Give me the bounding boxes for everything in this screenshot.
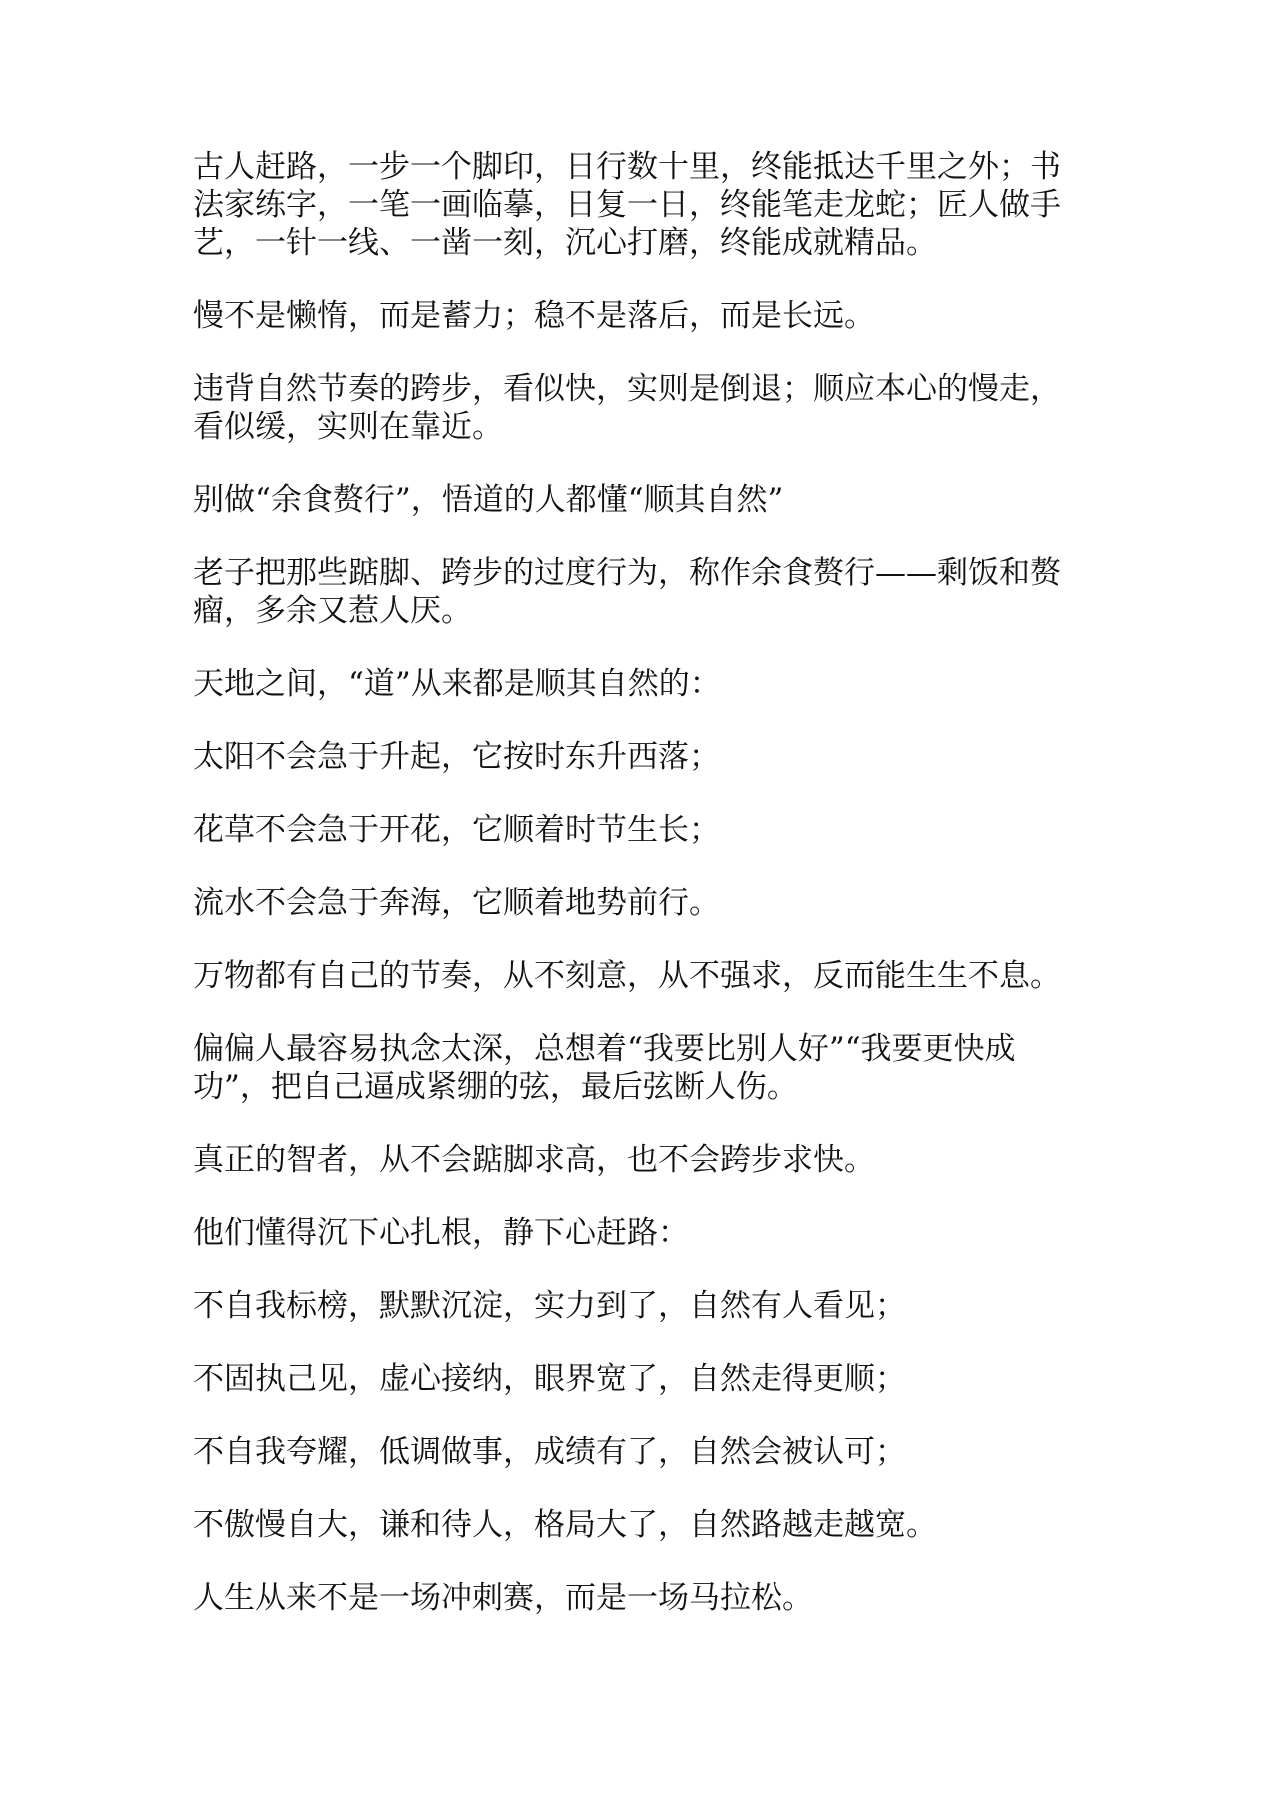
paragraph-7: 太阳不会急于升起，它按时东升西落；: [193, 739, 720, 775]
paragraph-16: 不自我夸耀，低调做事，成绩有了，自然会被认可；: [193, 1434, 906, 1470]
section-heading: 别做“余食赘行”，悟道的人都懂“顺其自然”: [193, 482, 784, 518]
paragraph-11: 偏偏人最容易执念太深，总想着“我要比别人好”“我要更快成 功”，把自己逼成紧绷的弦，最后弦断人伤。: [193, 1031, 1016, 1105]
paragraph-3: 违背自然节奏的跨步，看似快，实则是倒退；顺应本心的慢走， 看似缓，实则在靠近。: [193, 371, 1061, 445]
paragraph-12: 真正的智者，从不会踮脚求高，也不会跨步求快。: [193, 1142, 875, 1178]
paragraph-2: 慢不是懒惰，而是蓄力；稳不是落后，而是长远。: [193, 298, 875, 334]
document-body: [193, 148, 1093, 1652]
paragraph-15: 不固执己见，虚心接纳，眼界宽了，自然走得更顺；: [193, 1361, 906, 1397]
paragraph-5: 老子把那些踮脚、跨步的过度行为，称作余食赘行——剩饭和赘 瘤，多余又惹人厌。: [193, 555, 1061, 629]
paragraph-17: 不傲慢自大，谦和待人，格局大了，自然路越走越宽。: [193, 1507, 937, 1543]
paragraph-9: 流水不会急于奔海，它顺着地势前行。: [193, 885, 720, 921]
paragraph-6: 天地之间，“道”从来都是顺其自然的：: [193, 666, 721, 702]
paragraph-10: 万物都有自己的节奏，从不刻意，从不强求，反而能生生不息。: [193, 958, 1061, 994]
paragraph-13: 他们懂得沉下心扎根，静下心赶路：: [193, 1215, 689, 1251]
paragraph-8: 花草不会急于开花，它顺着时节生长；: [193, 812, 720, 848]
paragraph-14: 不自我标榜，默默沉淀，实力到了，自然有人看见；: [193, 1288, 906, 1324]
paragraph-18: 人生从来不是一场冲刺赛，而是一场马拉松。: [193, 1580, 813, 1616]
paragraph-1: 古人赶路，一步一个脚印，日行数十里，终能抵达千里之外；书 法家练字，一笔一画临摹，日复一日，终能笔走龙蛇；匠人做手 艺，一针一线、一凿一刻，沉心打磨，终能成就精品。: [193, 149, 1061, 261]
